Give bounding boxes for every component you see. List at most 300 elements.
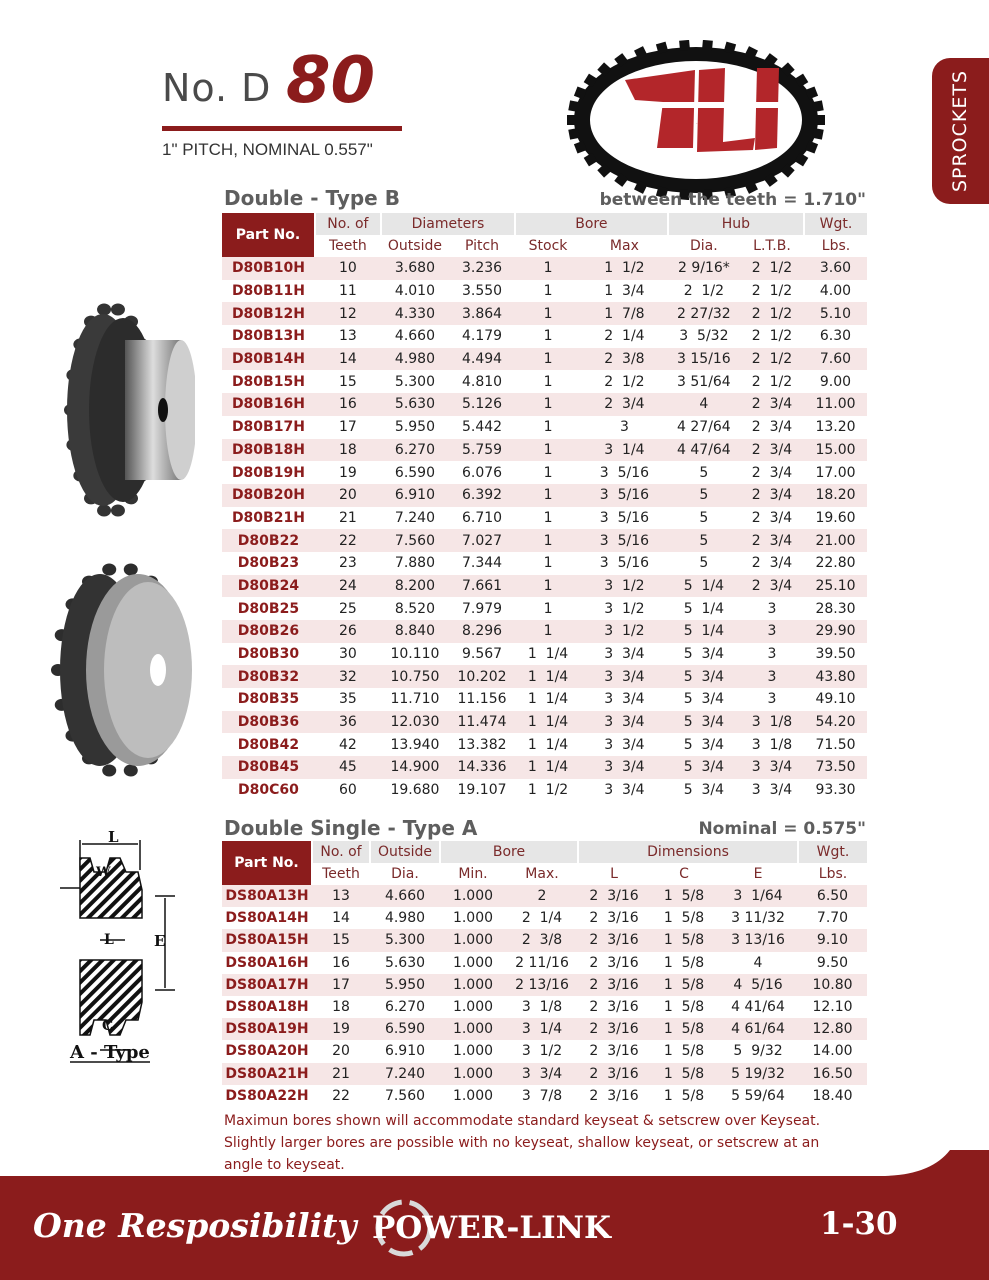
table-cell: 21 xyxy=(315,507,381,530)
table-row xyxy=(222,597,867,620)
table-cell: 9.10 xyxy=(798,929,867,951)
table-cell: 11.710 xyxy=(381,688,449,711)
table-cell: 2 3/8 xyxy=(581,348,668,371)
title-prefix: No. D xyxy=(162,66,272,110)
table-cell: 16 xyxy=(315,393,381,416)
table-cell: 6.270 xyxy=(370,996,440,1018)
part-number-cell: D80B13H xyxy=(222,325,315,348)
table-cell: 2 3/16 xyxy=(578,929,650,951)
table-cell: 4 27/64 xyxy=(668,416,740,439)
diagram-caption: A - Type xyxy=(70,1042,150,1063)
col-dia: Dia. xyxy=(370,863,440,885)
table-cell: 3 xyxy=(740,688,804,711)
table-cell: 13.382 xyxy=(449,733,515,756)
table-cell: 16.50 xyxy=(798,1063,867,1085)
table-cell: 24 xyxy=(315,575,381,598)
table-row xyxy=(222,996,867,1018)
table-row xyxy=(222,1040,867,1062)
table-cell: 10.80 xyxy=(798,974,867,996)
table-cell: 3 3/4 xyxy=(581,779,668,802)
table-cell: 4.330 xyxy=(381,302,449,325)
table-cell: 2 3/16 xyxy=(578,974,650,996)
table-cell: 45 xyxy=(315,756,381,779)
table-cell: 5.442 xyxy=(449,416,515,439)
title-number: 80 xyxy=(286,44,376,118)
table-cell: 93.30 xyxy=(804,779,867,802)
table-cell: 12.030 xyxy=(381,711,449,734)
table-cell: 18.20 xyxy=(804,484,867,507)
table-cell: 15 xyxy=(315,370,381,393)
table-cell: 2 3/4 xyxy=(740,552,804,575)
page-number: 1-30 xyxy=(820,1206,898,1242)
table-cell: 10.750 xyxy=(381,665,449,688)
table-cell: 12.10 xyxy=(798,996,867,1018)
table-cell: 1.000 xyxy=(440,1018,506,1040)
table-cell: 3 5/16 xyxy=(581,529,668,552)
table-cell: 9.50 xyxy=(798,952,867,974)
table-cell: 3 13/16 xyxy=(718,929,798,951)
table-cell: 19.107 xyxy=(449,779,515,802)
table-cell: 1.000 xyxy=(440,1085,506,1107)
table-cell: 4.660 xyxy=(381,325,449,348)
table-cell: 3 51/64 xyxy=(668,370,740,393)
table-cell: 5 xyxy=(668,552,740,575)
table-cell: 14.00 xyxy=(798,1040,867,1062)
section-b-title: Double - Type B xyxy=(224,186,400,210)
table-cell: 8.520 xyxy=(381,597,449,620)
col-hub: Hub xyxy=(668,213,804,235)
part-number-cell: DS80A14H xyxy=(222,907,312,929)
power-link-wordmark: POWER-LINK xyxy=(372,1210,611,1246)
table-cell: 14.336 xyxy=(449,756,515,779)
table-cell: 22 xyxy=(315,529,381,552)
part-number-cell: DS80A13H xyxy=(222,885,312,907)
table-cell: 1 5/8 xyxy=(650,907,718,929)
table-cell: 2 1/2 xyxy=(740,325,804,348)
part-number-cell: D80B20H xyxy=(222,484,315,507)
table-cell: 73.50 xyxy=(804,756,867,779)
table-cell: 3 xyxy=(740,665,804,688)
part-number-cell: DS80A15H xyxy=(222,929,312,951)
table-cell: 5 xyxy=(668,529,740,552)
table-cell: 1.000 xyxy=(440,885,506,907)
table-cell: 60 xyxy=(315,779,381,802)
table-cell: 7.560 xyxy=(370,1085,440,1107)
table-row xyxy=(222,393,867,416)
table-cell: 3 3/4 xyxy=(581,711,668,734)
part-number-cell: D80B45 xyxy=(222,756,315,779)
table-cell: 5 3/4 xyxy=(668,733,740,756)
sprockets-tab xyxy=(932,58,989,204)
table-cell: 1 1/4 xyxy=(515,756,581,779)
table-cell: 1 5/8 xyxy=(650,929,718,951)
sprocket-tooth xyxy=(111,304,125,316)
table-cell: 11 xyxy=(315,280,381,303)
gear-tooth xyxy=(568,128,580,140)
table-cell: 15 xyxy=(312,929,370,951)
part-number-cell: D80B17H xyxy=(222,416,315,439)
table-cell: 7.240 xyxy=(370,1063,440,1085)
table-cell: 13 xyxy=(312,885,370,907)
sprocket-tooth xyxy=(102,564,116,576)
table-cell: 71.50 xyxy=(804,733,867,756)
table-cell: 7.70 xyxy=(798,907,867,929)
table-cell: 4 xyxy=(718,952,798,974)
table-cell: 4 41/64 xyxy=(718,996,798,1018)
part-number-cell: D80B10H xyxy=(222,257,315,280)
table-cell: 6.392 xyxy=(449,484,515,507)
table-cell: 3 1/64 xyxy=(718,885,798,907)
table-cell: 3 3/4 xyxy=(740,756,804,779)
table-cell: 19.680 xyxy=(381,779,449,802)
table-cell: 26 xyxy=(315,620,381,643)
table-cell: 20 xyxy=(312,1040,370,1062)
table-cell: 4.660 xyxy=(370,885,440,907)
table-cell: 4 47/64 xyxy=(668,439,740,462)
table-cell: 11.156 xyxy=(449,688,515,711)
double-sprocket-photo-b xyxy=(55,300,195,520)
table-cell: 22 xyxy=(312,1085,370,1107)
table-row xyxy=(222,1085,867,1107)
part-number-cell: DS80A17H xyxy=(222,974,312,996)
table-cell: 1.000 xyxy=(440,1063,506,1085)
table-cell: 14 xyxy=(312,907,370,929)
table-cell: 1 1/2 xyxy=(515,779,581,802)
table-cell: 3 1/2 xyxy=(581,575,668,598)
table-cell: 6.590 xyxy=(370,1018,440,1040)
pli-logo xyxy=(565,40,827,200)
table-cell: 3 5/16 xyxy=(581,507,668,530)
table-cell: 2 3/16 xyxy=(578,1063,650,1085)
table-cell: 4.00 xyxy=(804,280,867,303)
table-cell: 3 3/4 xyxy=(506,1063,578,1085)
table-cell: 7.240 xyxy=(381,507,449,530)
gear-tooth xyxy=(812,128,824,140)
part-number-cell: DS80A21H xyxy=(222,1063,312,1085)
part-number-cell: D80C60 xyxy=(222,779,315,802)
sprocket-tooth xyxy=(97,304,111,316)
table-cell: 1 xyxy=(515,484,581,507)
table-row xyxy=(222,733,867,756)
table-cell: 3 15/16 xyxy=(668,348,740,371)
table-cell: 25 xyxy=(315,597,381,620)
table-cell: 17 xyxy=(315,416,381,439)
type-b-table xyxy=(222,213,867,802)
table-cell: 3 5/16 xyxy=(581,484,668,507)
table-cell: 5 1/4 xyxy=(668,575,740,598)
table-row xyxy=(222,1063,867,1085)
table-cell: 3.864 xyxy=(449,302,515,325)
table-row xyxy=(222,929,867,951)
table-cell: 15.00 xyxy=(804,439,867,462)
table-cell: 9.567 xyxy=(449,643,515,666)
table-cell: 7.60 xyxy=(804,348,867,371)
table-cell: 23 xyxy=(315,552,381,575)
table-cell: 2 3/16 xyxy=(578,885,650,907)
table-cell: 6.270 xyxy=(381,439,449,462)
table-cell: 1 xyxy=(515,597,581,620)
table-cell: 1 xyxy=(515,325,581,348)
table-cell: 4.010 xyxy=(381,280,449,303)
table-cell: 1 5/8 xyxy=(650,1063,718,1085)
table-cell: 9.00 xyxy=(804,370,867,393)
gear-tooth xyxy=(702,40,713,51)
table-cell: 5.759 xyxy=(449,439,515,462)
table-cell: 3 3/4 xyxy=(740,779,804,802)
table-row xyxy=(222,484,867,507)
table-cell: 1 xyxy=(515,529,581,552)
table-row xyxy=(222,325,867,348)
table-cell: 8.296 xyxy=(449,620,515,643)
table-cell: 5 1/4 xyxy=(668,620,740,643)
table-cell: 5 19/32 xyxy=(718,1063,798,1085)
table-cell: 42 xyxy=(315,733,381,756)
table-cell: 5.300 xyxy=(381,370,449,393)
part-number-cell: D80B11H xyxy=(222,280,315,303)
table-cell: 12.80 xyxy=(798,1018,867,1040)
col-lbs: Lbs. xyxy=(804,235,867,257)
table-cell: 3 1/2 xyxy=(506,1040,578,1062)
table-cell: 2 1/2 xyxy=(581,370,668,393)
table-cell: 2 3/4 xyxy=(740,507,804,530)
part-number-cell: D80B23 xyxy=(222,552,315,575)
table-cell: 5.300 xyxy=(370,929,440,951)
table-cell: 5.950 xyxy=(381,416,449,439)
part-number-cell: D80B36 xyxy=(222,711,315,734)
col-c: C xyxy=(650,863,718,885)
col-min: Min. xyxy=(440,863,506,885)
part-number-cell: D80B12H xyxy=(222,302,315,325)
table-cell: 4.980 xyxy=(381,348,449,371)
table-cell: 4.494 xyxy=(449,348,515,371)
table-row xyxy=(222,302,867,325)
table-cell: 2 11/16 xyxy=(506,952,578,974)
table-cell: 14.900 xyxy=(381,756,449,779)
table-cell: 5 9/32 xyxy=(718,1040,798,1062)
col-stock: Stock xyxy=(515,235,581,257)
sprocket-tooth xyxy=(102,764,116,776)
table-row xyxy=(222,974,867,996)
table-cell: 5.10 xyxy=(804,302,867,325)
table-cell: 4.980 xyxy=(370,907,440,929)
table-cell: 6.910 xyxy=(381,484,449,507)
table-cell: 5.630 xyxy=(370,952,440,974)
gear-ring-icon xyxy=(567,40,825,200)
part-number-cell: DS80A19H xyxy=(222,1018,312,1040)
table-cell: 3 1/8 xyxy=(740,733,804,756)
diagram-label-c: C xyxy=(102,1018,114,1034)
table-cell: 12 xyxy=(315,302,381,325)
table-cell: 5.126 xyxy=(449,393,515,416)
part-number-cell: DS80A20H xyxy=(222,1040,312,1062)
col-e: E xyxy=(718,863,798,885)
table-cell: 1 5/8 xyxy=(650,1040,718,1062)
title-rule xyxy=(162,126,402,131)
table-row xyxy=(222,620,867,643)
table-cell: 3 3/4 xyxy=(581,756,668,779)
table-cell: 2 3/4 xyxy=(740,393,804,416)
table-row xyxy=(222,665,867,688)
sprocket-tooth xyxy=(97,504,111,516)
part-number-cell: D80B18H xyxy=(222,439,315,462)
table-cell: 3 3/4 xyxy=(581,688,668,711)
table-cell: 18 xyxy=(315,439,381,462)
table-row xyxy=(222,529,867,552)
sprocket-tooth xyxy=(111,504,125,516)
table-cell: 3 7/8 xyxy=(506,1085,578,1107)
table-cell: 19.60 xyxy=(804,507,867,530)
table-row xyxy=(222,348,867,371)
col-part-no: Part No. xyxy=(222,213,315,257)
table-cell: 10.202 xyxy=(449,665,515,688)
diagram-label-l-mid: L xyxy=(104,932,114,948)
table-cell: 21.00 xyxy=(804,529,867,552)
col-no-of: No. of xyxy=(312,841,370,863)
table-cell: 25.10 xyxy=(804,575,867,598)
table-cell: 5.950 xyxy=(370,974,440,996)
table-cell: 1 5/8 xyxy=(650,885,718,907)
table-cell: 1 xyxy=(515,507,581,530)
table-cell: 19 xyxy=(312,1018,370,1040)
table-row xyxy=(222,688,867,711)
sprocket-tooth xyxy=(124,764,138,776)
table-cell: 19 xyxy=(315,461,381,484)
table-cell: 29.90 xyxy=(804,620,867,643)
col-part-no: Part No. xyxy=(222,841,312,885)
table-cell: 7.880 xyxy=(381,552,449,575)
col-teeth: Teeth xyxy=(312,863,370,885)
table-cell: 7.979 xyxy=(449,597,515,620)
col-bore: Bore xyxy=(515,213,668,235)
table-cell: 4 xyxy=(668,393,740,416)
table-cell: 16 xyxy=(312,952,370,974)
table-cell: 49.10 xyxy=(804,688,867,711)
table-row xyxy=(222,416,867,439)
part-number-cell: D80B15H xyxy=(222,370,315,393)
col-ltb: L.T.B. xyxy=(740,235,804,257)
table-cell: 10 xyxy=(315,257,381,280)
part-number-cell: DS80A16H xyxy=(222,952,312,974)
part-number-cell: D80B35 xyxy=(222,688,315,711)
table-cell: 3 3/4 xyxy=(581,665,668,688)
table-cell: 43.80 xyxy=(804,665,867,688)
table-cell: 5 59/64 xyxy=(718,1085,798,1107)
table-cell: 2 3/16 xyxy=(578,996,650,1018)
table-cell: 13 xyxy=(315,325,381,348)
table-cell: 14 xyxy=(315,348,381,371)
table-cell: 8.200 xyxy=(381,575,449,598)
table-cell: 5 xyxy=(668,461,740,484)
a-type-dimension-diagram xyxy=(60,830,210,1070)
table-cell: 1.000 xyxy=(440,974,506,996)
col-lbs: Lbs. xyxy=(798,863,867,885)
section-a-title: Double Single - Type A xyxy=(224,816,478,840)
table-cell: 3 5/16 xyxy=(581,461,668,484)
table-cell: 1.000 xyxy=(440,929,506,951)
gear-tooth xyxy=(812,100,824,112)
table-row xyxy=(222,711,867,734)
col-no-of: No. of xyxy=(315,213,381,235)
part-number-cell: D80B25 xyxy=(222,597,315,620)
gear-tooth xyxy=(679,40,690,51)
table-row xyxy=(222,1018,867,1040)
gear-tooth xyxy=(815,115,825,125)
col-outside: Outside xyxy=(381,235,449,257)
table-cell: 32 xyxy=(315,665,381,688)
table-cell: 5 3/4 xyxy=(668,779,740,802)
table-cell: 1 xyxy=(515,552,581,575)
table-cell: 1 xyxy=(515,302,581,325)
table-cell: 6.50 xyxy=(798,885,867,907)
col-outside: Outside xyxy=(370,841,440,863)
table-cell: 3 xyxy=(740,643,804,666)
table-cell: 3 1/2 xyxy=(581,597,668,620)
table-cell: 1 xyxy=(515,461,581,484)
table-cell: 35 xyxy=(315,688,381,711)
col-teeth: Teeth xyxy=(315,235,381,257)
diagram-label-e: E xyxy=(154,932,166,950)
col-pitch: Pitch xyxy=(449,235,515,257)
table-cell: 1 5/8 xyxy=(650,974,718,996)
table-cell: 1 1/4 xyxy=(515,688,581,711)
table-cell: 20 xyxy=(315,484,381,507)
col-wgt: Wgt. xyxy=(798,841,867,863)
bore-note: Maximun bores shown will accommodate standard keyseat & setscrew over Keyseat. Slightly larger bores are possible with no keyseat, shallow keyseat, or setscrew at an angle to keyseat. xyxy=(224,1113,821,1173)
table-cell: 1.000 xyxy=(440,907,506,929)
table-cell: 1 xyxy=(515,416,581,439)
table-cell: 2 3/4 xyxy=(581,393,668,416)
col-dimensions: Dimensions xyxy=(578,841,798,863)
table-cell: 28.30 xyxy=(804,597,867,620)
table-cell: 2 3/4 xyxy=(740,461,804,484)
table-cell: 5 xyxy=(668,507,740,530)
table-cell: 1 1/4 xyxy=(515,643,581,666)
table-cell: 3.680 xyxy=(381,257,449,280)
table-cell: 3 3/4 xyxy=(581,643,668,666)
table-cell: 1 5/8 xyxy=(650,996,718,1018)
table-cell: 5 3/4 xyxy=(668,688,740,711)
table-cell: 7.560 xyxy=(381,529,449,552)
col-bore: Bore xyxy=(440,841,578,863)
table-cell: 6.590 xyxy=(381,461,449,484)
table-row xyxy=(222,575,867,598)
part-number-cell: D80B22 xyxy=(222,529,315,552)
table-row xyxy=(222,507,867,530)
table-cell: 2 3/8 xyxy=(506,929,578,951)
table-row xyxy=(222,756,867,779)
part-number-cell: D80B30 xyxy=(222,643,315,666)
col-max: Max xyxy=(581,235,668,257)
table-row xyxy=(222,952,867,974)
part-number-cell: D80B32 xyxy=(222,665,315,688)
table-row xyxy=(222,643,867,666)
col-hub-dia: Dia. xyxy=(668,235,740,257)
table-cell: 4.179 xyxy=(449,325,515,348)
table-cell: 1 xyxy=(515,348,581,371)
table-cell: 21 xyxy=(312,1063,370,1085)
table-cell: 1 xyxy=(515,393,581,416)
table-cell: 2 3/4 xyxy=(740,439,804,462)
table-row xyxy=(222,779,867,802)
table-cell: 2 3/4 xyxy=(740,529,804,552)
table-cell: 13.20 xyxy=(804,416,867,439)
table-cell: 2 3/16 xyxy=(578,1018,650,1040)
part-number-cell: DS80A22H xyxy=(222,1085,312,1107)
table-cell: 18.40 xyxy=(798,1085,867,1107)
table-cell: 3 xyxy=(581,416,668,439)
table-cell: 3 3/4 xyxy=(581,733,668,756)
table-cell: 1 7/8 xyxy=(581,302,668,325)
